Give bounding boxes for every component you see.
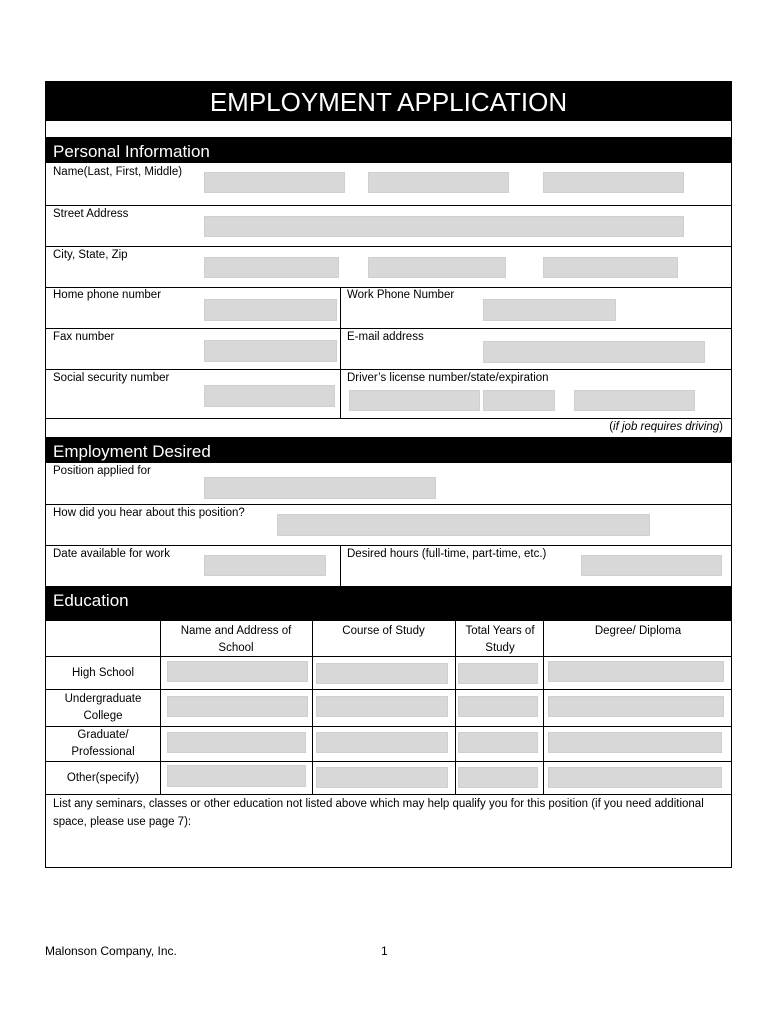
last-name-field[interactable] <box>204 172 345 193</box>
name-row <box>45 163 732 206</box>
col-header-school: Name and Address of School <box>180 625 292 654</box>
other-name-field[interactable] <box>167 765 306 787</box>
undergrad-course-field[interactable] <box>316 696 448 717</box>
divider <box>340 546 341 587</box>
name-label: Name(Last, First, Middle) <box>53 166 183 178</box>
other-degree-field[interactable] <box>548 767 722 788</box>
license-expiration-field[interactable] <box>574 390 695 411</box>
zip-field[interactable] <box>543 257 678 278</box>
email-field[interactable] <box>483 341 705 363</box>
education-table <box>45 621 732 795</box>
hear-about-field[interactable] <box>277 514 650 536</box>
col-header-years: Total Years of Study <box>465 625 535 654</box>
license-label: Driver’s license number/state/expiration <box>347 372 549 384</box>
footer-page-number: 1 <box>381 944 388 958</box>
other-years-field[interactable] <box>458 767 538 788</box>
date-available-label: Date available for work <box>53 548 170 560</box>
license-state-field[interactable] <box>483 390 555 411</box>
driving-note-text: if job requires driving <box>613 421 720 433</box>
availability-row <box>45 546 732 587</box>
high-school-years-field[interactable] <box>458 663 538 684</box>
row-divider <box>46 656 731 657</box>
driving-note-row <box>45 419 732 438</box>
row-label-graduate: Graduate/ Professional <box>71 729 135 758</box>
footer-company: Malonson Company, Inc. <box>45 944 177 958</box>
ssn-license-row <box>45 370 732 419</box>
home-phone-label: Home phone number <box>53 289 162 301</box>
position-field[interactable] <box>204 477 436 499</box>
city-row <box>45 247 732 288</box>
city-label: City, State, Zip <box>53 249 128 261</box>
col-divider <box>160 621 161 795</box>
desired-hours-label: Desired hours (full-time, part-time, etc.) <box>347 548 547 560</box>
col-header-degree: Degree/ Diploma <box>594 625 682 637</box>
desired-hours-field[interactable] <box>581 555 722 576</box>
street-row <box>45 206 732 247</box>
date-available-field[interactable] <box>204 555 326 576</box>
high-school-name-field[interactable] <box>167 661 308 682</box>
row-divider <box>46 689 731 690</box>
city-field[interactable] <box>204 257 339 278</box>
education-heading: Education <box>45 587 732 621</box>
middle-name-field[interactable] <box>543 172 684 193</box>
seminars-row[interactable] <box>45 795 732 868</box>
col-divider <box>312 621 313 795</box>
street-label: Street Address <box>53 208 129 220</box>
personal-info-heading: Personal Information <box>45 138 732 163</box>
fax-field[interactable] <box>204 340 337 362</box>
fax-label: Fax number <box>53 331 115 343</box>
page-title: EMPLOYMENT APPLICATION <box>45 81 732 121</box>
work-phone-field[interactable] <box>483 299 616 321</box>
employment-desired-heading: Employment Desired <box>45 438 732 463</box>
divider <box>340 370 341 419</box>
ssn-field[interactable] <box>204 385 335 407</box>
row-label-other: Other(specify) <box>66 772 140 784</box>
other-course-field[interactable] <box>316 767 448 788</box>
driving-note: (if job requires driving) <box>609 421 723 433</box>
seminars-label: List any seminars, classes or other education not listed above which may help qualify you for this position (if you need additional space, please use page 7): <box>53 798 704 828</box>
high-school-degree-field[interactable] <box>548 661 724 682</box>
graduate-degree-field[interactable] <box>548 732 722 753</box>
work-phone-label: Work Phone Number <box>347 289 455 301</box>
state-field[interactable] <box>368 257 506 278</box>
graduate-name-field[interactable] <box>167 732 306 753</box>
home-phone-field[interactable] <box>204 299 337 321</box>
col-header-course: Course of Study <box>342 625 425 637</box>
position-label: Position applied for <box>53 465 151 477</box>
license-number-field[interactable] <box>349 390 480 411</box>
email-label: E-mail address <box>347 331 424 343</box>
street-address-field[interactable] <box>204 216 684 237</box>
col-divider <box>455 621 456 795</box>
hear-about-label: How did you hear about this position? <box>53 507 245 519</box>
spacer-row <box>45 121 732 138</box>
graduate-years-field[interactable] <box>458 732 538 753</box>
divider <box>340 329 341 370</box>
fax-email-row <box>45 329 732 370</box>
row-divider <box>46 761 731 762</box>
row-label-high-school: High School <box>71 667 134 679</box>
divider <box>340 288 341 329</box>
undergrad-years-field[interactable] <box>458 696 538 717</box>
high-school-course-field[interactable] <box>316 663 448 684</box>
phone-row <box>45 288 732 329</box>
col-divider <box>543 621 544 795</box>
hear-about-row <box>45 505 732 546</box>
position-row <box>45 463 732 505</box>
undergrad-degree-field[interactable] <box>548 696 724 717</box>
row-label-undergraduate: Undergraduate College <box>64 693 142 722</box>
first-name-field[interactable] <box>368 172 509 193</box>
ssn-label: Social security number <box>53 372 170 384</box>
undergrad-name-field[interactable] <box>167 696 308 717</box>
graduate-course-field[interactable] <box>316 732 448 753</box>
